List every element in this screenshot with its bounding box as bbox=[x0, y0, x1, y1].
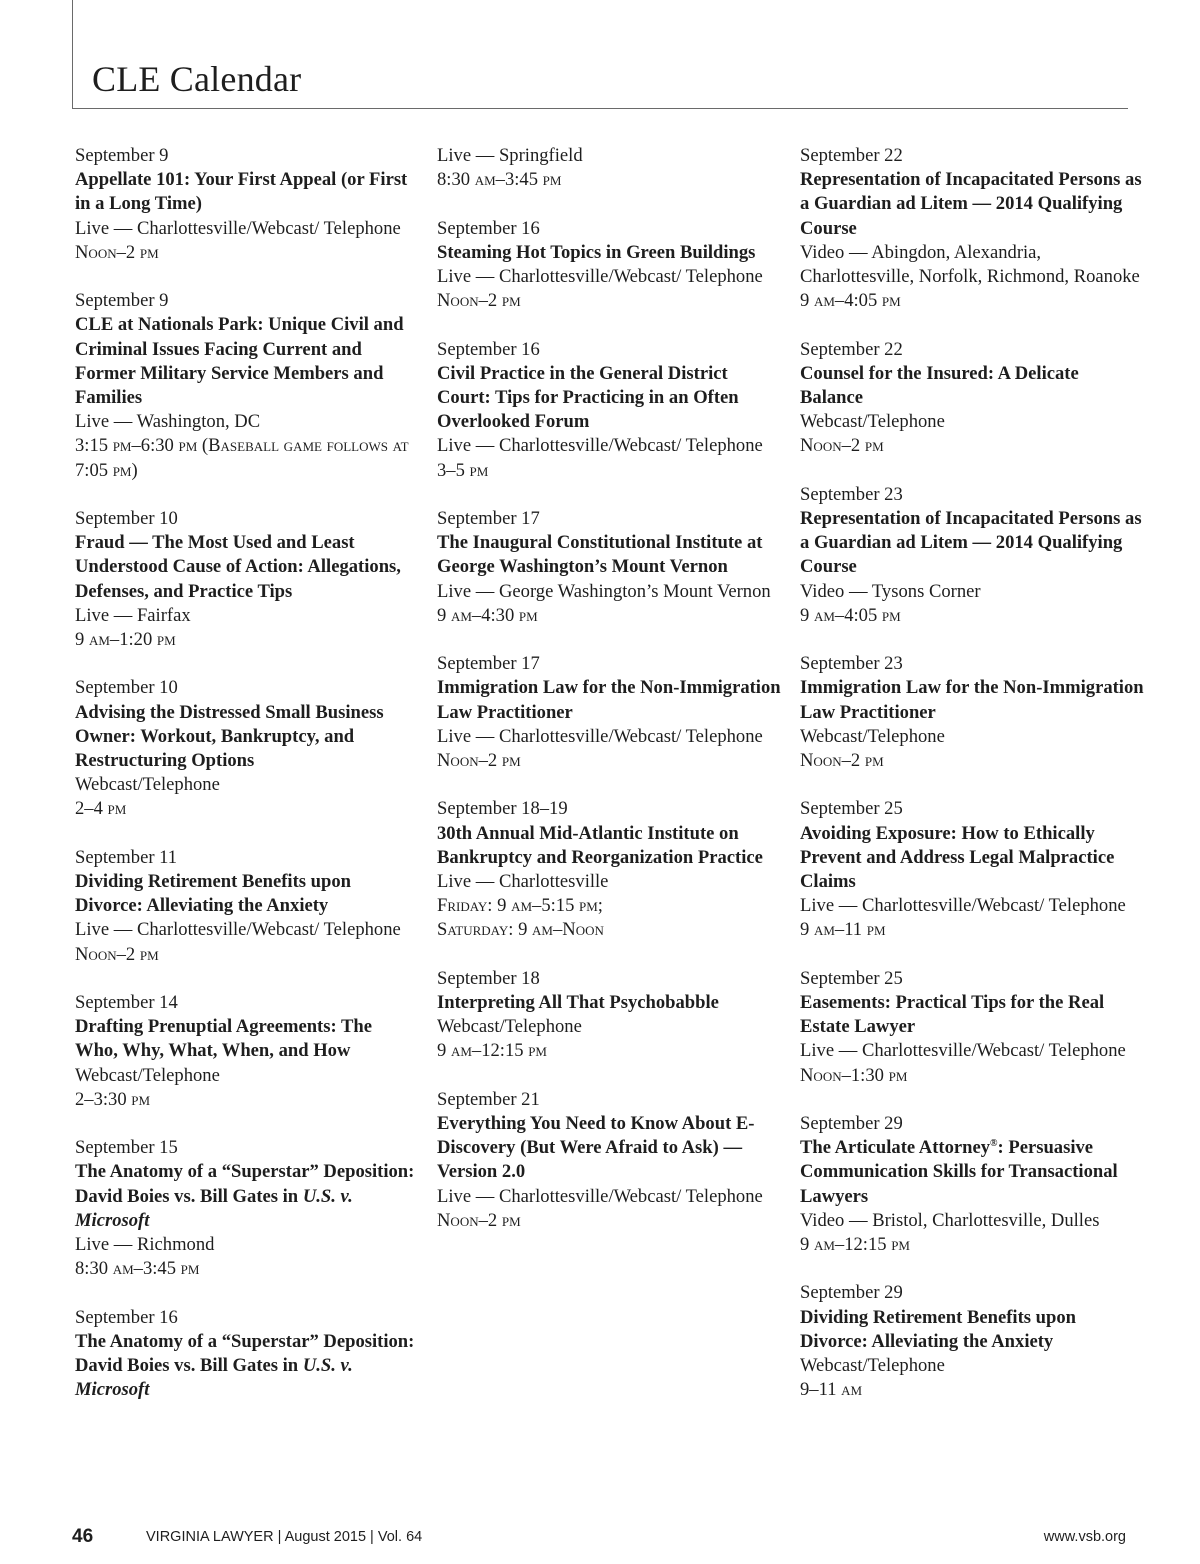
entry-title-rest: : Persuasive Communication Skills for Transactional Lawyers bbox=[800, 1137, 1118, 1207]
entry-time: 9 am–11 pm bbox=[800, 919, 886, 941]
entry-date: September 17 bbox=[437, 508, 540, 529]
calendar-entry bbox=[800, 483, 1145, 628]
entry-location: Video — Tysons Corner bbox=[800, 580, 981, 602]
entry-time: 9 am–4:30 pm bbox=[437, 604, 538, 626]
calendar-entry bbox=[437, 967, 782, 1064]
entry-location: Live — Charlottesville bbox=[437, 871, 609, 893]
entry-time: 3:15 pm–6:30 pm (Baseball game follows at 7:05 pm) bbox=[75, 435, 409, 481]
calendar-entry bbox=[800, 144, 1145, 313]
entry-title: The Inaugural Constitutional Institute at George Washington’s Mount Vernon bbox=[437, 532, 763, 578]
entry-title bbox=[75, 1160, 415, 1233]
entry-title: Representation of Incapacitated Persons as a Guardian ad Litem — 2014 Qualifying Course bbox=[800, 508, 1142, 578]
entry-title: Interpreting All That Psychobabble bbox=[437, 992, 719, 1014]
calendar-entry bbox=[437, 797, 782, 942]
entry-location: Live — Washington, DC bbox=[75, 411, 261, 433]
entry-title bbox=[800, 1136, 1145, 1209]
entry-date: September 22 bbox=[800, 145, 903, 166]
entry-title: Representation of Incapacitated Persons as a Guardian ad Litem — 2014 Qualifying Course bbox=[800, 169, 1142, 239]
entry-time: 9 am–4:05 pm bbox=[800, 604, 901, 626]
calendar-entry bbox=[75, 507, 415, 652]
entry-date: September 25 bbox=[800, 798, 903, 820]
entry-date: September 16 bbox=[75, 1306, 178, 1328]
calendar-entry bbox=[437, 217, 782, 314]
entry-title: Immigration Law for the Non-Immigration Law Practitioner bbox=[800, 677, 1144, 723]
entry-date: September 22 bbox=[800, 338, 903, 360]
entry-time: Friday: 9 am–5:15 pm; bbox=[437, 895, 603, 917]
entry-time: Noon–2 pm bbox=[437, 290, 521, 312]
entry-location: Video — Abingdon, Alexandria, Charlottesville, Norfolk, Richmond, Roanoke bbox=[800, 241, 1140, 288]
entry-date: September 18–19 bbox=[437, 798, 568, 820]
entry-location: Live — Springfield bbox=[437, 145, 583, 166]
entry-location: Live — Fairfax bbox=[75, 604, 191, 626]
entry-location: Live — Richmond bbox=[75, 1234, 215, 1256]
entry-location: Webcast/Telephone bbox=[800, 725, 945, 747]
entry-date: September 16 bbox=[437, 338, 540, 360]
entry-title: Avoiding Exposure: How to Ethically Prevent and Address Legal Malpractice Claims bbox=[800, 822, 1115, 893]
entry-title: Fraud — The Most Used and Least Understood Cause of Action: Allegations, Defenses, and Practice Tips bbox=[75, 532, 401, 602]
entry-date: September 29 bbox=[800, 1113, 903, 1135]
entry-date: September 16 bbox=[437, 217, 540, 239]
calendar-entry bbox=[800, 797, 1145, 942]
entry-title: Dividing Retirement Benefits upon Divorce: Alleviating the Anxiety bbox=[75, 871, 351, 917]
calendar-column-1 bbox=[75, 144, 415, 1427]
entry-location: Webcast/Telephone bbox=[800, 1355, 945, 1377]
entry-time-second-day: Saturday: 9 am–Noon bbox=[437, 919, 604, 941]
entry-title-text: The Anatomy of a “Superstar” Deposition: David Boies vs. Bill Gates in bbox=[75, 1330, 415, 1377]
entry-title-case-name: U.S. v. Microsoft bbox=[75, 1355, 353, 1401]
calendar-entry bbox=[800, 1281, 1145, 1402]
entry-date: September 17 bbox=[437, 653, 540, 675]
calendar-entry bbox=[800, 967, 1145, 1088]
entry-time: 9 am–12:15 pm bbox=[437, 1040, 547, 1062]
calendar-entry bbox=[437, 1088, 782, 1233]
entry-title: Everything You Need to Know About E-Discovery (But Were Afraid to Ask) — Version 2.0 bbox=[437, 1113, 755, 1183]
entry-title-text: The Articulate Attorney bbox=[800, 1137, 991, 1159]
page-number: 46 bbox=[72, 1526, 94, 1547]
calendar-entry bbox=[75, 144, 415, 265]
entry-date: September 10 bbox=[75, 508, 178, 530]
entry-time: 2–3:30 pm bbox=[75, 1088, 151, 1110]
entry-location: Live — Charlottesville/Webcast/ Telephone bbox=[437, 266, 763, 287]
entry-time: 8:30 am–3:45 pm bbox=[437, 169, 562, 191]
header-vertical-rule bbox=[72, 0, 73, 108]
entry-time: Noon–2 pm bbox=[800, 435, 884, 457]
entry-time: 2–4 pm bbox=[75, 798, 127, 820]
entry-title: Counsel for the Insured: A Delicate Balance bbox=[800, 362, 1079, 409]
entry-location: Live — Charlottesville/Webcast/ Telephone bbox=[800, 1040, 1126, 1062]
entry-date: September 10 bbox=[75, 677, 178, 699]
entry-date: September 9 bbox=[75, 290, 169, 312]
calendar-entry bbox=[800, 1112, 1145, 1257]
entry-time: Noon–2 pm bbox=[437, 750, 521, 772]
entry-title: Easements: Practical Tips for the Real Estate Lawyer bbox=[800, 992, 1105, 1038]
entry-location: Webcast/Telephone bbox=[800, 411, 945, 433]
entry-location: Webcast/Telephone bbox=[437, 1016, 582, 1038]
entry-title: 30th Annual Mid-Atlantic Institute on Bankruptcy and Reorganization Practice bbox=[437, 822, 763, 868]
entry-time: 3–5 pm bbox=[437, 459, 489, 481]
entry-date: September 23 bbox=[800, 653, 903, 675]
entry-date: September 9 bbox=[75, 145, 169, 166]
entry-title bbox=[75, 1330, 415, 1403]
calendar-column-3 bbox=[800, 144, 1145, 1427]
entry-title-text: The Anatomy of a “Superstar” Deposition: David Boies vs. Bill Gates in bbox=[75, 1161, 415, 1207]
entry-location: Live — Charlottesville/Webcast/ Telephone bbox=[437, 725, 763, 747]
entry-time: Noon–2 pm bbox=[437, 1209, 521, 1231]
entry-time: Noon–2 pm bbox=[800, 750, 884, 772]
calendar-column-2 bbox=[437, 144, 782, 1257]
calendar-entry bbox=[75, 1306, 415, 1403]
entry-time: 9 am–4:05 pm bbox=[800, 290, 901, 312]
entry-location: Video — Bristol, Charlottesville, Dulles bbox=[800, 1209, 1100, 1231]
entry-time: 9–11 am bbox=[800, 1379, 863, 1401]
calendar-entry bbox=[75, 846, 415, 967]
entry-time: Noon–2 pm bbox=[75, 943, 159, 965]
entry-location: Live — Charlottesville/Webcast/ Telephone bbox=[437, 435, 763, 457]
entry-location: Live — Charlottesville/Webcast/ Telephone bbox=[800, 895, 1126, 917]
entry-time: Noon–1:30 pm bbox=[800, 1064, 908, 1086]
entry-time: 9 am–1:20 pm bbox=[75, 629, 176, 651]
entry-title: Drafting Prenuptial Agreements: The Who, Why, What, When, and How bbox=[75, 1016, 372, 1062]
entry-title-case-name: U.S. v. Microsoft bbox=[75, 1185, 353, 1231]
entry-date: September 25 bbox=[800, 967, 903, 989]
entry-location: Live — Charlottesville/Webcast/ Telephone bbox=[75, 217, 401, 239]
entry-date: September 15 bbox=[75, 1137, 178, 1159]
entry-title: Immigration Law for the Non-Immigration Law Practitioner bbox=[437, 677, 781, 723]
entry-location: Live — George Washington’s Mount Vernon bbox=[437, 580, 771, 602]
website-url[interactable]: www.vsb.org bbox=[1043, 1529, 1126, 1545]
publication-info: VIRGINIA LAWYER | August 2015 | Vol. 64 bbox=[146, 1529, 423, 1545]
entry-date: September 11 bbox=[75, 846, 178, 868]
calendar-entry bbox=[437, 652, 782, 773]
calendar-entry bbox=[75, 1136, 415, 1281]
calendar-entry bbox=[800, 338, 1145, 459]
entry-location: Live — Charlottesville/Webcast/ Telephone bbox=[75, 919, 401, 941]
calendar-entry bbox=[437, 507, 782, 628]
page-title: CLE Calendar bbox=[92, 59, 302, 99]
calendar-entry bbox=[437, 338, 782, 483]
entry-date: September 21 bbox=[437, 1088, 540, 1110]
entry-date: September 29 bbox=[800, 1282, 903, 1304]
header-horizontal-rule bbox=[72, 108, 1128, 109]
entry-time: Noon–2 pm bbox=[75, 241, 159, 263]
entry-location: Live — Charlottesville/Webcast/ Telephone bbox=[437, 1185, 763, 1207]
entry-date: September 14 bbox=[75, 992, 178, 1014]
entry-time: 8:30 am–3:45 pm bbox=[75, 1258, 200, 1280]
entry-location: Webcast/Telephone bbox=[75, 774, 220, 796]
entry-title: Steaming Hot Topics in Green Buildings bbox=[437, 241, 756, 263]
calendar-entry-continued bbox=[437, 144, 782, 192]
entry-title: Civil Practice in the General District Court: Tips for Practicing in an Often Overlooked Forum bbox=[437, 362, 739, 433]
entry-location: Webcast/Telephone bbox=[75, 1064, 220, 1086]
page-footer bbox=[0, 1526, 1200, 1552]
entry-title: Dividing Retirement Benefits upon Divorce: Alleviating the Anxiety bbox=[800, 1306, 1076, 1352]
entry-date: September 23 bbox=[800, 483, 903, 505]
calendar-entry bbox=[75, 676, 415, 821]
entry-title: Advising the Distressed Small Business Owner: Workout, Bankruptcy, and Restructuring Options bbox=[75, 701, 384, 772]
entry-date: September 18 bbox=[437, 967, 540, 989]
registered-trademark-mark: ® bbox=[990, 1138, 998, 1150]
entry-time: 9 am–12:15 pm bbox=[800, 1234, 910, 1256]
calendar-entry bbox=[75, 289, 415, 483]
entry-title: Appellate 101: Your First Appeal (or First in a Long Time) bbox=[75, 169, 408, 215]
calendar-entry bbox=[75, 991, 415, 1112]
calendar-entry bbox=[800, 652, 1145, 773]
entry-title: CLE at Nationals Park: Unique Civil and Criminal Issues Facing Current and Former Military Service Members and Families bbox=[75, 314, 404, 409]
